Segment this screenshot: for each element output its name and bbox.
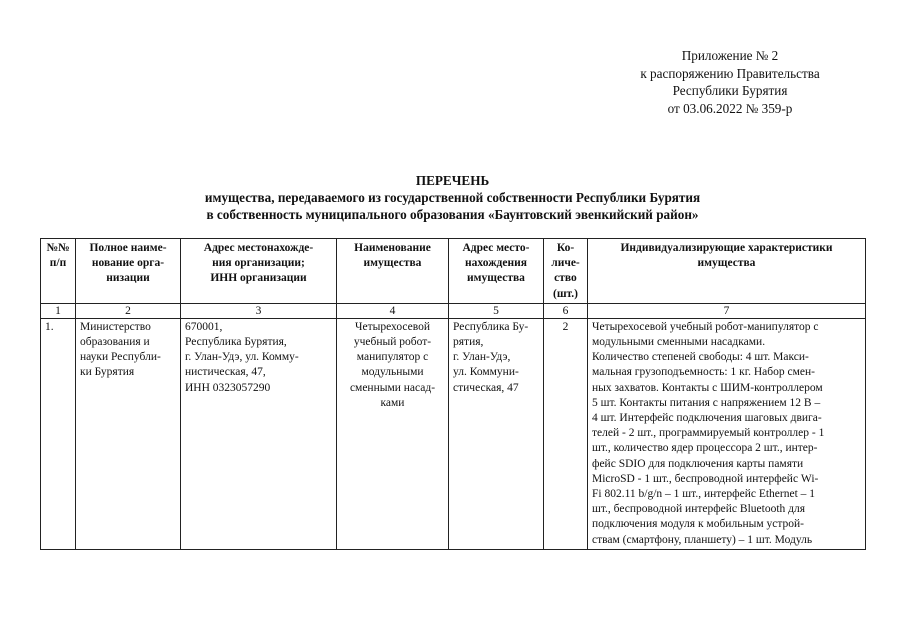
column-number-2: 2 <box>76 303 181 318</box>
title-line-3: в собственность муниципального образования «Баунтовский эвенкийский район» <box>206 207 699 222</box>
header-line: Полное наиме- <box>89 242 167 254</box>
cell-line: ных захватов. Контакты с ШИМ-контроллером <box>592 381 823 394</box>
row-number: 1. <box>41 318 76 549</box>
header-line: ИНН организации <box>210 272 307 285</box>
cell-line: мальная грузоподъемность: 1 кг. Набор смен- <box>592 366 815 379</box>
column-number-4: 4 <box>337 303 449 318</box>
cell-line: подключения модуля к мобильным устрой- <box>592 518 804 531</box>
cell-line: г. Улан-Удэ, ул. Комму- <box>185 351 299 364</box>
organization-name <box>76 318 181 549</box>
table-header-row <box>41 239 866 304</box>
cell-line: ул. Коммуни- <box>453 366 519 379</box>
title-line-2: имущества, передаваемого из государственной собственности Республики Бурятия <box>204 190 701 205</box>
appendix-line-4: от 03.06.2022 № 359-р <box>667 100 793 116</box>
cell-line: 4 шт. Интерфейс подключения шаговых двига- <box>592 412 822 425</box>
cell-line: рятия, <box>453 336 484 349</box>
header-line: Индивидуализирующие характеристики <box>620 242 833 254</box>
cell-line: г. Улан-Удэ, <box>453 351 511 364</box>
cell-line: образования и <box>80 336 150 349</box>
cell-line: шт., беспроводной интерфейс Bluetooth для <box>592 503 806 516</box>
cell-line: телей - 2 шт., программируемый контроллер - 1 <box>592 427 825 440</box>
cell-line: ками <box>380 396 405 409</box>
column-header-1 <box>41 239 76 304</box>
cell-line: Республика Бурятия, <box>185 336 287 349</box>
header-line: (шт.) <box>552 287 579 300</box>
header-line: имущества <box>697 257 756 270</box>
property-address <box>449 318 544 549</box>
header-line: нахождения <box>465 257 527 270</box>
header-line: Наименование <box>354 242 431 254</box>
property-name <box>337 318 449 549</box>
column-number-5: 5 <box>449 303 544 318</box>
header-line: нование орга- <box>91 257 165 270</box>
cell-line: фейс SDIO для подключения карты памяти <box>592 457 804 470</box>
cell-line: учебный робот- <box>353 336 432 349</box>
column-number-1: 1 <box>41 303 76 318</box>
header-line: ство <box>554 272 577 285</box>
cell-line: сменными насад- <box>349 381 436 394</box>
column-header-6 <box>544 239 588 304</box>
cell-line: ствам (смартфону, планшету) – 1 шт. Модуль <box>592 533 813 546</box>
column-header-4 <box>337 239 449 304</box>
document-title <box>0 172 905 223</box>
property-table <box>40 238 866 550</box>
column-number-row <box>41 303 866 318</box>
cell-line: 5 шт. Контакты питания с напряжением 12 В – <box>592 396 821 409</box>
column-header-7 <box>588 239 866 304</box>
cell-line: Республика Бу- <box>453 320 529 333</box>
header-line: имущества <box>467 272 525 285</box>
column-number-3: 3 <box>181 303 337 318</box>
header-line: ния организации; <box>212 257 305 270</box>
column-header-3 <box>181 239 337 304</box>
column-number-7: 7 <box>588 303 866 318</box>
header-line: Ко- <box>556 242 575 254</box>
quantity: 2 <box>544 318 588 549</box>
header-line: Адрес местонахожде- <box>203 242 314 254</box>
cell-line: модульными сменными насадками. <box>592 336 766 349</box>
cell-line: науки Республи- <box>80 351 161 364</box>
header-line: №№ <box>46 242 70 254</box>
column-header-2 <box>76 239 181 304</box>
cell-line: Fi 802.11 b/g/n – 1 шт., интерфейс Ethernet – 1 <box>592 488 816 501</box>
column-number-6: 6 <box>544 303 588 318</box>
cell-line: стическая, 47 <box>453 381 519 394</box>
characteristics <box>588 318 866 549</box>
header-line: низации <box>106 272 150 285</box>
cell-line: Министерство <box>80 320 151 333</box>
cell-line: шт., количество ядер процессора 2 шт., интер- <box>592 442 818 455</box>
appendix-header <box>600 47 860 117</box>
cell-line: нистическая, 47, <box>185 366 266 379</box>
header-line: Адрес место- <box>462 242 530 254</box>
cell-line: модульными <box>361 366 424 379</box>
header-line: личе- <box>551 257 580 270</box>
appendix-line-3: Республики Бурятия <box>672 83 788 98</box>
cell-line: MicroSD - 1 шт., беспроводной интерфейс Wi- <box>592 472 819 485</box>
cell-line: ИНН 0323057290 <box>185 381 271 394</box>
organization-address <box>181 318 337 549</box>
table-row <box>41 318 866 549</box>
column-header-5 <box>449 239 544 304</box>
header-line: п/п <box>49 257 67 270</box>
cell-line: Количество степеней свободы: 4 шт. Макси- <box>592 351 809 364</box>
appendix-line-1: Приложение № 2 <box>681 48 779 63</box>
cell-line: ки Бурятия <box>80 366 135 379</box>
cell-line: Четырехосевой учебный робот-манипулятор с <box>592 320 819 333</box>
cell-line: 670001, <box>185 320 223 333</box>
cell-line: Четырехосевой <box>355 320 430 333</box>
title-line-1: ПЕРЕЧЕНЬ <box>415 173 490 188</box>
header-line: имущества <box>363 257 422 270</box>
appendix-line-2: к распоряжению Правительства <box>640 65 820 81</box>
cell-line: манипулятор с <box>356 351 429 364</box>
